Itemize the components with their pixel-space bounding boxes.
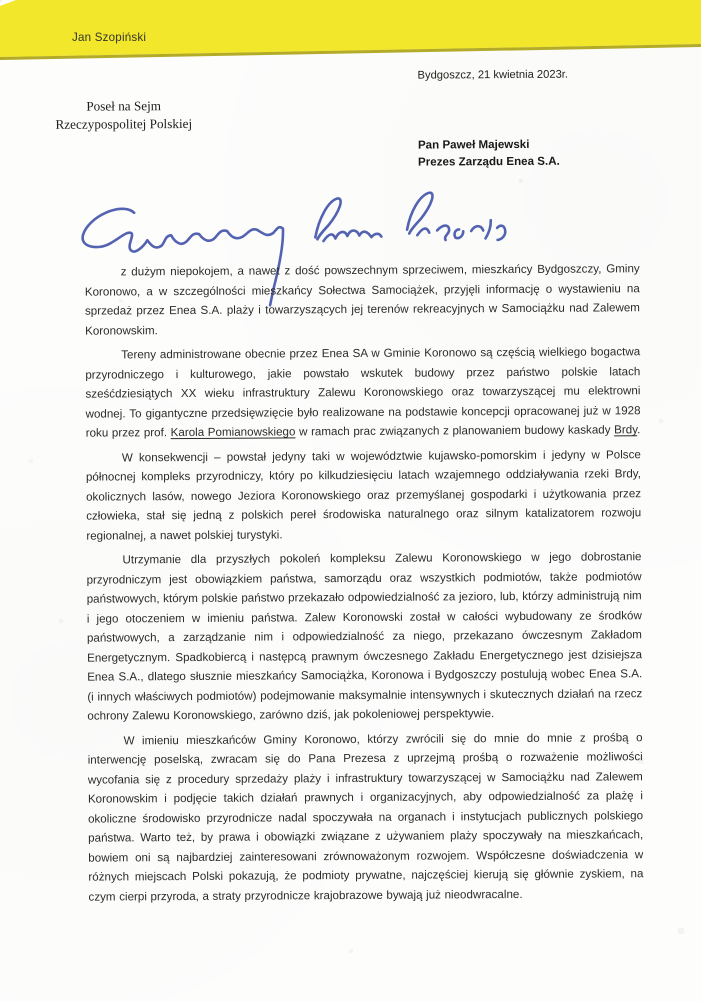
paragraph-2-text: Tereny administrowane obecnie przez Enea SA w Gminie Koronowo są częścią wielkiego bogactwa przyrodniczego i kulturowego, jakie powstało wskutek budowy przez państwo polskie latach sześćdziesiątych XX wieku infrastruktury Zalewu Koronowskiego oraz towarzyszącej mu elektrowni wodnej. To gigantyczne przedsięwzięcie było realizowane na podstawie koncepcji opracowanej już w 1928 roku przez prof. [85, 345, 641, 440]
paragraph-2 [85, 342, 641, 443]
paragraph-2-text-cont: w ramach prac związanych z planowaniem budowy kaskady [295, 423, 615, 439]
recipient-name: Pan Paweł Majewski [417, 137, 530, 152]
handwriting-stroke-prezesie [417, 220, 506, 244]
sender-title-line2: Rzeczypospolitej Polskiej [55, 115, 193, 132]
underlined-name: Karola Pomianowskiego [170, 425, 296, 440]
letterhead-author-name: Jan Szopiński [72, 31, 147, 44]
letter-body [85, 259, 644, 911]
handwriting-stroke-panie-cap [314, 198, 342, 239]
dateline: Bydgoszcz, 21 kwietnia 2023r. [417, 68, 569, 82]
paragraph-5: W imieniu mieszkańców Gminy Koronowo, którzy zwrócili się do mnie do mnie z prośbą o interwencję poselską, zwracam się do Pana Prezesa z uprzejmą prośbą o rozważenie możliwości wycofania się z procedury sprzedaży plaży i infrastruktury towarzyszącej w Samociążku nad Zalewem Koronowskim i podjęcie takich działań prawnych i organizacyjnych, aby odpowiedzialność za plażę i okoliczne środowisko przyrodnicze nadal spoczywała na organach i instytucjach publicznych polskiego państwa. Warto też, by prawa i obowiązki związane z używaniem plaży spoczywały na mieszkańcach, bowiem oni są najbardziej zainteresowani zrównoważonym rozwojem. Współczesne doświadczenia w różnych miejscach Polski pokazują, że podmioty prywatne, najczęściej kierują się głównie zyskiem, na czym cierpi przyroda, a straty przyrodnicze krajobrazowe bywają już nieodwracalne. [87, 730, 644, 904]
sender-title-line1: Poseł na Sejm [86, 98, 162, 114]
recipient-role: Prezes Zarządu Enea S.A. [417, 154, 560, 169]
recipient-block [418, 136, 560, 171]
paragraph-3: W konsekwencji – powstał jedyny taki w województwie kujawsko-pomorskim i jedyny w Polsce północnej kompleks przyrodniczy, który po kilkudziesięciu latach wzajemnego oddziaływania rzeki Brdy, okolicznych lasów, nowego Jeziora Koronowskiego oraz przemyślanej gospodarki i użytkowania przez człowieka, stał się jedną z polskich pereł środowiska naturalnego oraz silnym katalizatorem rozwoju regionalnej, a nawet polskiej turystyki. [85, 447, 642, 543]
handwriting-stroke-prezesie-cap [406, 193, 434, 234]
underlined-river: Brdy [614, 423, 638, 437]
sender-block [24, 97, 224, 133]
paragraph-1: z dużym niepokojem, a nawet z dość powszechnym sprzeciwem, mieszkańcy Bydgoszczy, Gminy Koronowo, a w szczególności mieszkańcy Sołectwa Samociążek, przyjęli informację o wystawieniu na sprzedaż przez Enea S.A. plaży i towarzyszących jej terenów rekreacyjnych w Samociążku nad Zalewem Koronowskim. [84, 262, 640, 338]
paragraph-2-period: . [637, 423, 641, 437]
handwriting-stroke-panie [323, 229, 381, 241]
paragraph-4: Utrzymanie dla przyszłych pokoleń kompleksu Zalewu Koronowskiego w jego dobrostanie przyrodniczym jest obowiązkiem państwa, samorządu oraz wszystkich podmiotów, także podmiotów państwowych, którym polskie państwo przekazało odpowiedzialność za jezioro, lub, którzy administrują nim i jego otoczeniem w imieniu państwa. Zalew Koronowski został w całości wybudowany ze środków państwowych, a zarządzanie nim i odpowiedzialność za niego, przekazano ówczesnym Zakładom Energetycznym. Spadkobiercą i następcą prawnym ówczesnego Zakładu Energetycznego jest dzisiejsza Enea S.A., dlatego słusznie mieszkańcy Samociążka, Koronowa i Bydgoszczy postulują wobec Enea S.A. (i innych właściwych podmiotów) podejmowanie maksymalnie intensywnych i skutecznych działań na rzecz ochrony Zalewu Koronowskiego, zarówno dziś, jak pokoleniowej perspektywie. [86, 550, 643, 723]
